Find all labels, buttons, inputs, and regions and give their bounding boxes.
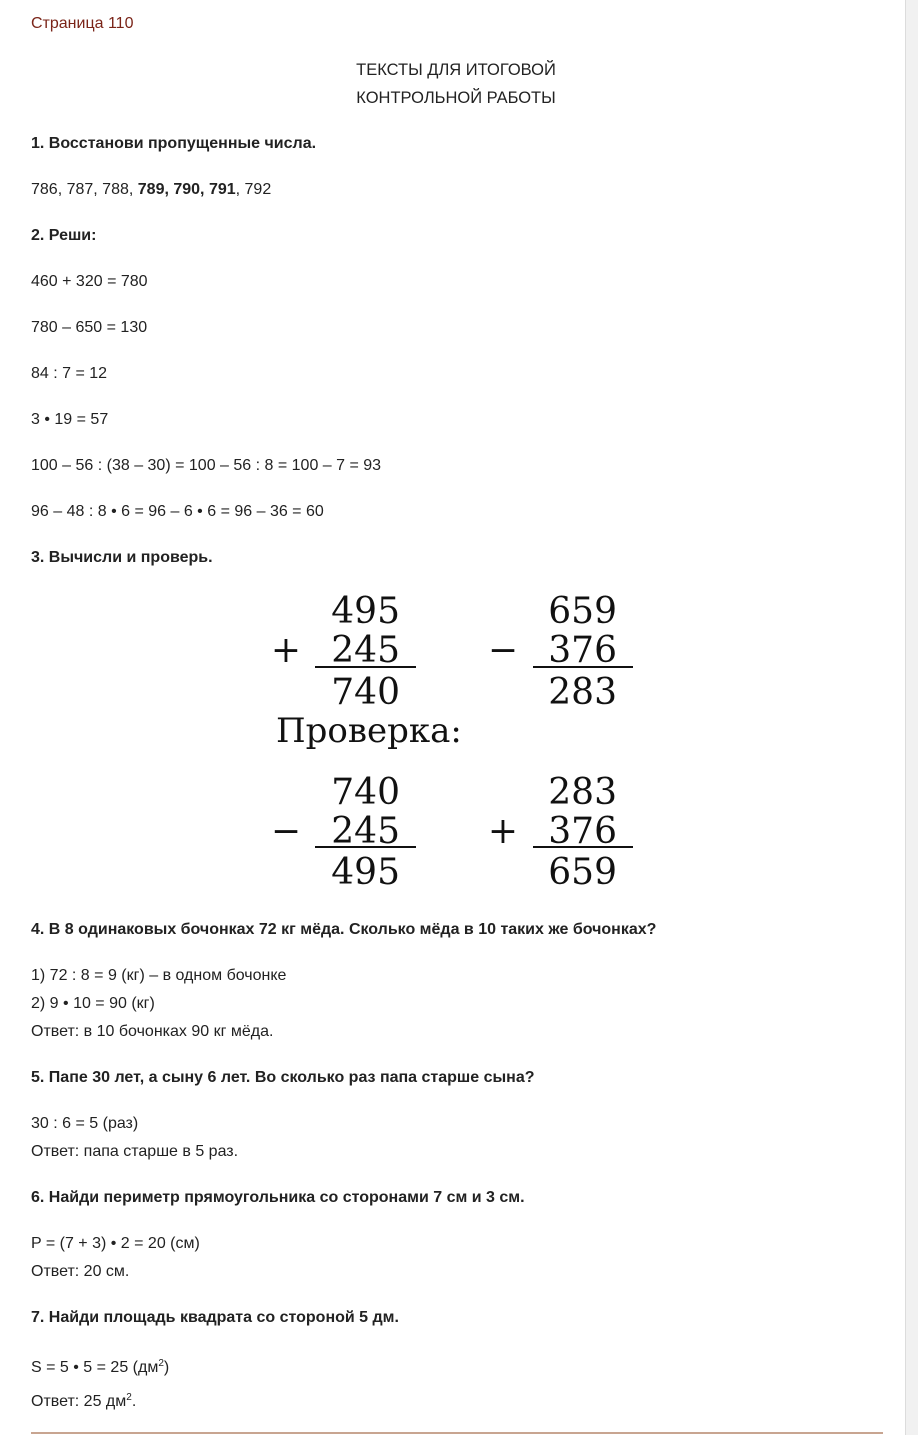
task-4-answer: Ответ: в 10 бочонках 90 кг мёда.: [31, 1023, 274, 1040]
task-2-line: 96 – 48 : 8 • 6 = 96 – 6 • 6 = 96 – 36 = 60: [31, 503, 324, 520]
task-7-heading: 7. Найди площадь квадрата со стороной 5 дм.: [31, 1309, 399, 1326]
task-2-heading: 2. Реши:: [31, 227, 97, 244]
task-2-line: 100 – 56 : (38 – 30) = 100 – 56 : 8 = 100 – 7 = 93: [31, 457, 382, 474]
task-5-heading: 5. Папе 30 лет, а сыну 6 лет. Во сколько раз папа старше сына?: [31, 1069, 535, 1086]
task-4-heading: 4. В 8 одинаковых бочонках 72 кг мёда. Сколько мёда в 10 таких же бочонках?: [31, 921, 657, 938]
subtraction-top-number: 659: [548, 591, 617, 632]
sequence-end: , 792: [235, 181, 272, 198]
task-6-heading: 6. Найди периметр прямоугольника со сторонами 7 см и 3 см.: [31, 1189, 525, 1206]
subtraction-bottom-number: 376: [548, 630, 617, 671]
task-2-line: 780 – 650 = 130: [31, 319, 148, 336]
addition-bottom-number: 245: [331, 630, 400, 671]
task-7-line: [31, 1358, 169, 1378]
answer-end: .: [131, 1393, 137, 1410]
task-4-line: 1) 72 : 8 = 9 (кг) – в одном бочонке: [31, 967, 287, 984]
sequence-missing-numbers: 789, 790, 791: [137, 181, 236, 198]
superscript-2: 2: [126, 1392, 132, 1403]
task-7-answer: [31, 1392, 136, 1412]
check-addition-bottom-number: 376: [548, 811, 617, 852]
task-4-line: 2) 9 • 10 = 90 (кг): [31, 995, 155, 1012]
task-7-answer-text: Ответ: 25 дм: [31, 1393, 127, 1410]
task-2-line: 3 • 19 = 57: [31, 411, 109, 428]
task-2-line: 460 + 320 = 780: [31, 273, 148, 290]
sequence-start: 786, 787, 788,: [31, 181, 138, 198]
title-line-1: ТЕКСТЫ ДЛЯ ИТОГОВОЙ: [356, 61, 556, 79]
check-addition-top-number: 283: [548, 772, 617, 813]
task-5-line: 30 : 6 = 5 (раз): [31, 1115, 139, 1132]
task-2-line: 84 : 7 = 12: [31, 365, 108, 382]
check-subtraction-top-number: 740: [331, 772, 400, 813]
check-subtraction-operator: −: [270, 811, 302, 852]
task-1-sequence: [31, 180, 271, 200]
page-title: [0, 56, 912, 112]
check-subtraction-result: 495: [331, 852, 400, 893]
title-line-2: КОНТРОЛЬНОЙ РАБОТЫ: [356, 89, 556, 107]
subtraction-operator: −: [487, 630, 519, 671]
task-1-heading: 1. Восстанови пропущенные числа.: [31, 135, 317, 152]
addition-result: 740: [331, 672, 400, 713]
check-addition-operator: +: [487, 811, 519, 852]
addition-operator: +: [270, 630, 302, 671]
task-5-answer: Ответ: папа старше в 5 раз.: [31, 1143, 239, 1160]
column-calculations: [0, 580, 905, 900]
task-7-formula: S = 5 • 5 = 25 (дм: [31, 1359, 159, 1376]
subtraction-result: 283: [548, 672, 617, 713]
formula-close: ): [163, 1359, 170, 1376]
check-label: Проверка:: [276, 711, 462, 751]
task-3-heading: 3. Вычисли и проверь.: [31, 549, 213, 566]
task-6-answer: Ответ: 20 см.: [31, 1263, 130, 1280]
superscript-2: 2: [158, 1358, 164, 1369]
right-frame-border: [905, 0, 918, 1435]
bottom-divider: [31, 1432, 883, 1434]
check-addition-result: 659: [548, 852, 617, 893]
check-subtraction-bottom-number: 245: [331, 811, 400, 852]
task-6-line: P = (7 + 3) • 2 = 20 (см): [31, 1235, 200, 1252]
page-number-label: Страница 110: [31, 15, 134, 32]
addition-top-number: 495: [331, 591, 400, 632]
